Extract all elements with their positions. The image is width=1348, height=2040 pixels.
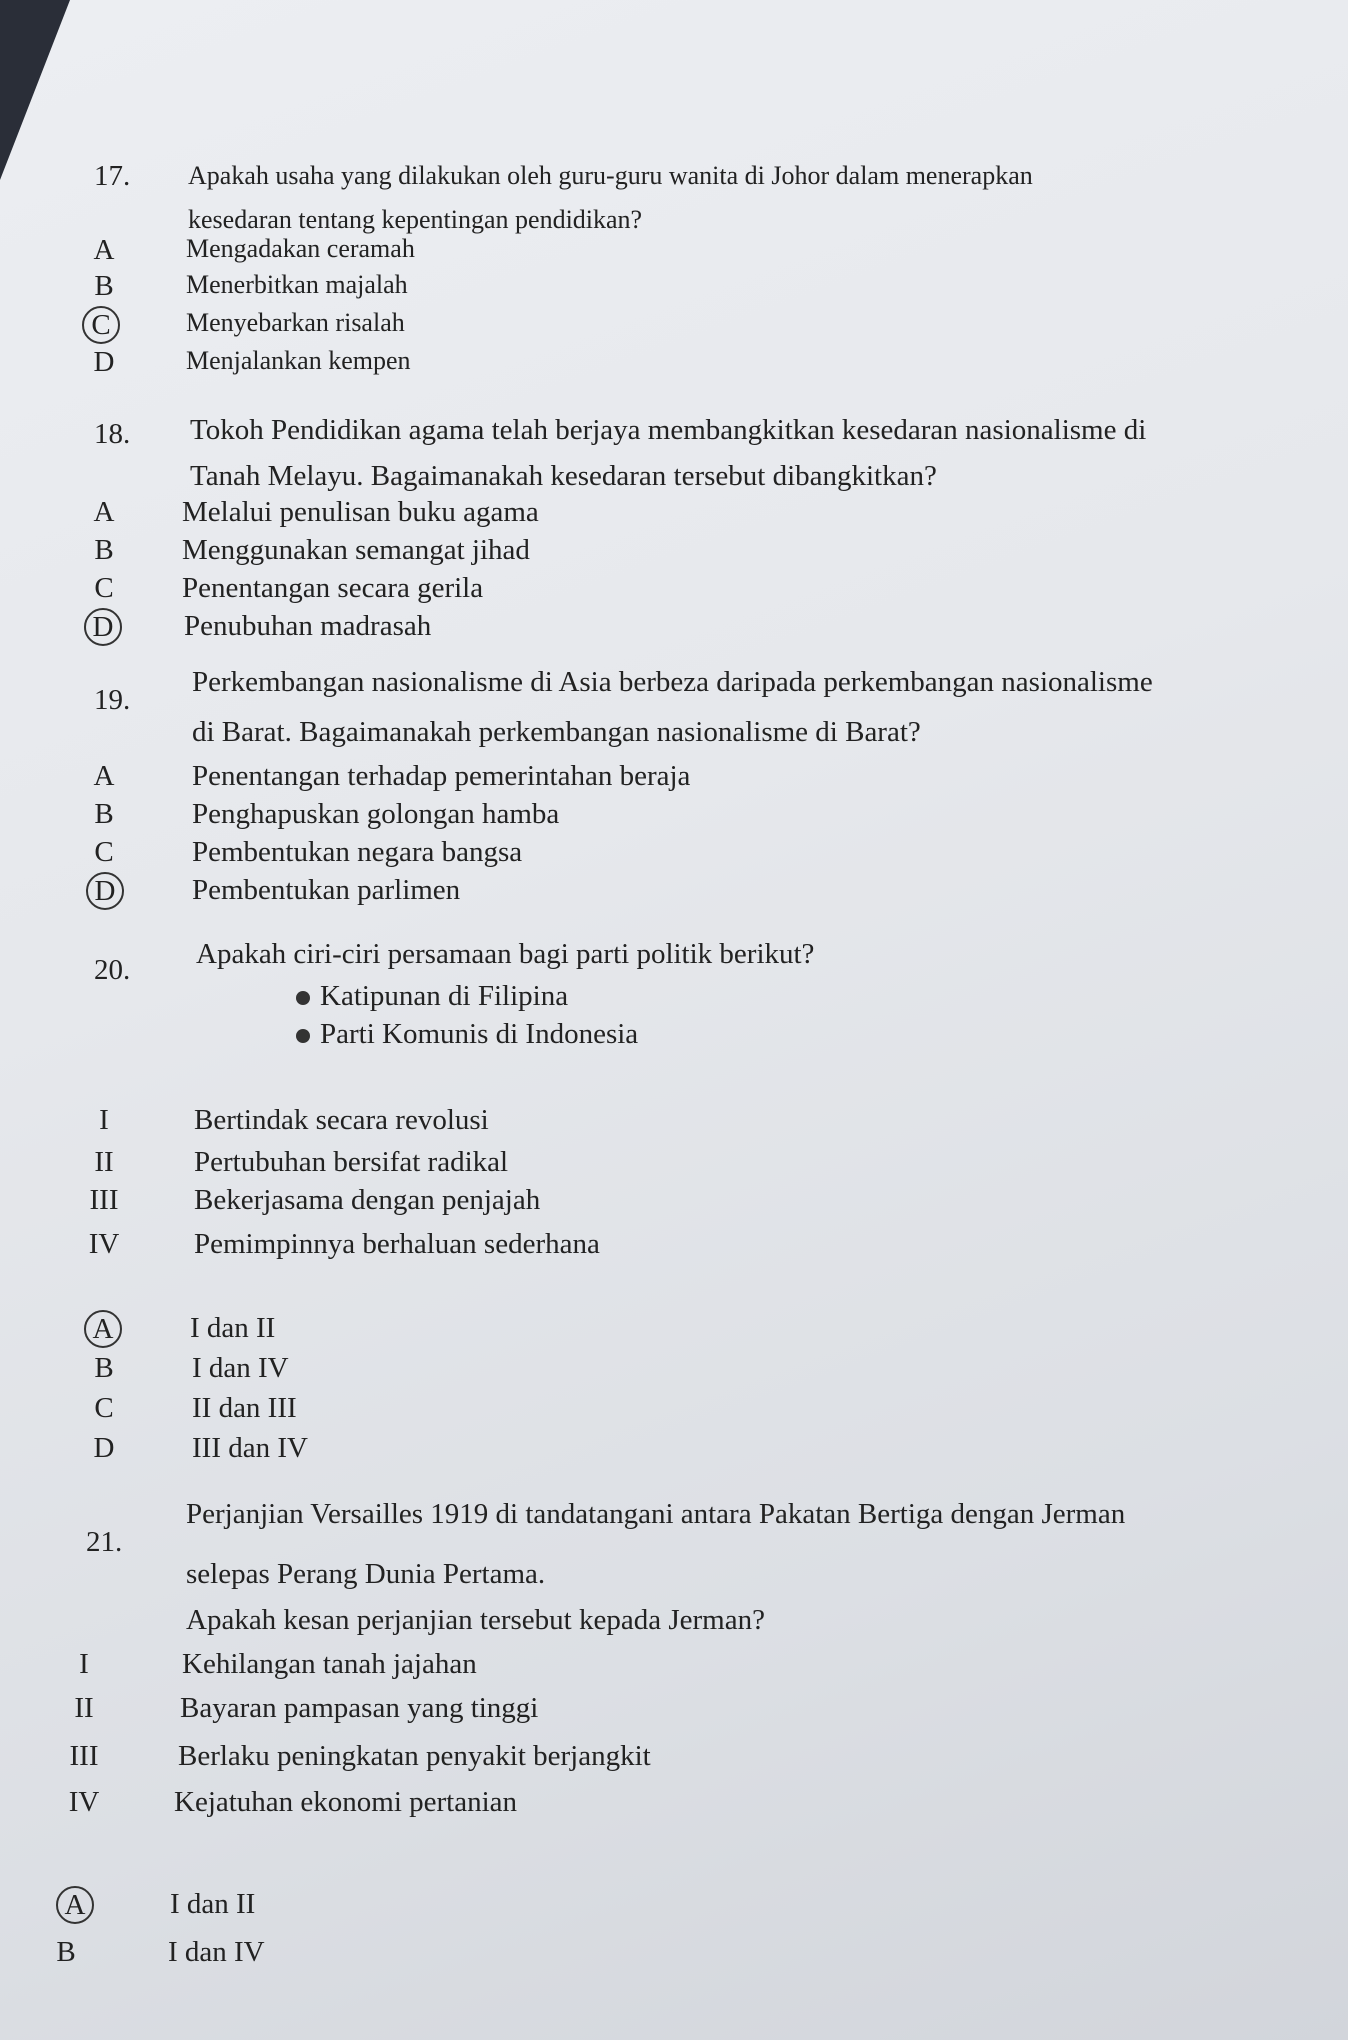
question-stem-line: Apakah kesan perjanjian tersebut kepada Jerman?	[186, 1604, 765, 1636]
bullet-item: Parti Komunis di Indonesia	[296, 1018, 638, 1051]
bullet-icon	[296, 991, 310, 1005]
question-number: 20.	[94, 954, 131, 986]
question-stem-line: Apakah ciri-ciri persamaan bagi parti politik berikut?	[196, 938, 815, 970]
question-number: 19.	[94, 684, 131, 716]
question-stem-line: Tokoh Pendidikan agama telah berjaya membangkitkan kesedaran nasionalisme di	[190, 414, 1147, 446]
question-stem-line: selepas Perang Dunia Pertama.	[186, 1558, 546, 1590]
question-number: 18.	[94, 418, 131, 450]
question-stem-line: di Barat. Bagaimanakah perkembangan nasionalisme di Barat?	[192, 716, 921, 748]
question-stem-line: Tanah Melayu. Bagaimanakah kesedaran tersebut dibangkitkan?	[190, 460, 937, 492]
question-stem-line: Apakah usaha yang dilakukan oleh guru-guru wanita di Johor dalam menerapkan	[188, 161, 1033, 190]
bullet-icon	[296, 1029, 310, 1043]
question-number: 21.	[86, 1526, 123, 1558]
question-stem-line: Perjanjian Versailles 1919 di tandatangani antara Pakatan Bertiga dengan Jerman	[186, 1498, 1126, 1530]
question-number: 17.	[94, 160, 131, 192]
bullet-item: Katipunan di Filipina	[296, 980, 568, 1013]
question-stem-line: kesedaran tentang kepentingan pendidikan?	[188, 205, 643, 234]
question-stem-line: Perkembangan nasionalisme di Asia berbeza daripada perkembangan nasionalisme	[192, 666, 1153, 698]
